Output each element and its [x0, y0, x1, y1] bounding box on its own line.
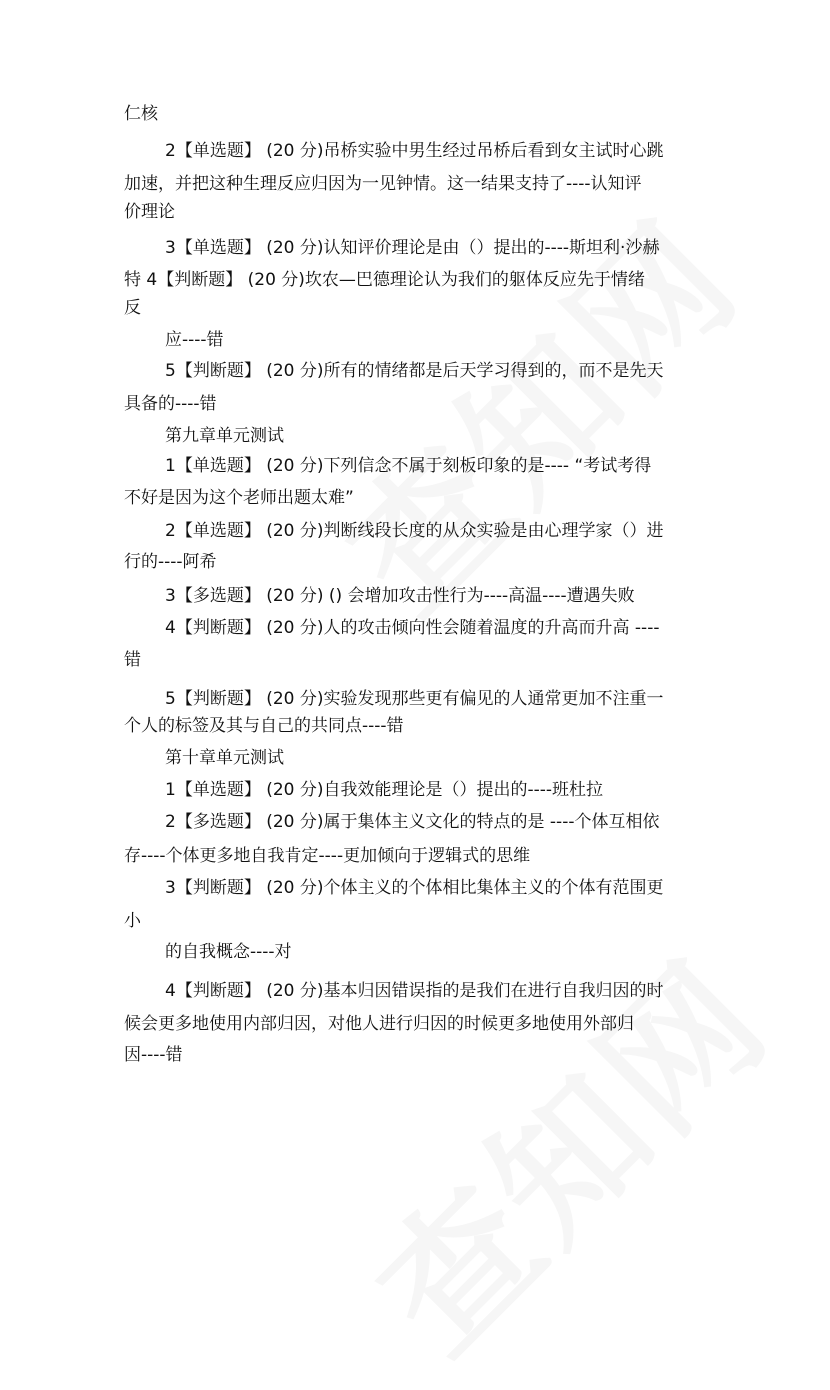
- chapter-heading: 第十章单元测试: [165, 748, 284, 768]
- question-line: 5【判断题】 (20 分)实验发现那些更有偏见的人通常更加不注重一: [165, 689, 664, 709]
- text-line: 仁核: [124, 104, 158, 124]
- text-line: 候会更多地使用内部归因，对他人进行归因的时候更多地使用外部归: [124, 1014, 634, 1034]
- question-line: 1【单选题】 (20 分)下列信念不属于刻板印象的是---- “考试考得: [165, 456, 652, 476]
- text-line: 因----错: [124, 1045, 183, 1065]
- text-line: 的自我概念----对: [165, 942, 292, 962]
- question-line: 2【单选题】 (20 分)吊桥实验中男生经过吊桥后看到女主试时心跳: [165, 141, 664, 161]
- question-line: 3【多选题】 (20 分) () 会增加攻击性行为----高温----遭遇失败: [165, 586, 635, 606]
- question-line: 2【多选题】 (20 分)属于集体主义文化的特点的是 ----个体互相依: [165, 812, 660, 832]
- text-line: 存----个体更多地自我肯定----更加倾向于逻辑式的思维: [124, 846, 531, 866]
- text-line: 价理论: [124, 202, 175, 222]
- text-line: 特 4【判断题】 (20 分)坎农—巴德理论认为我们的躯体反应先于情绪: [124, 270, 645, 290]
- text-line: 行的----阿希: [124, 552, 217, 572]
- question-line: 4【判断题】 (20 分)基本归因错误指的是我们在进行自我归因的时: [165, 981, 664, 1001]
- text-line: 小: [124, 911, 141, 931]
- text-line: 错: [124, 650, 141, 670]
- text-line: 加速，并把这种生理反应归因为一见钟情。这一结果支持了----认知评: [124, 174, 642, 194]
- question-line: 3【单选题】 (20 分)认知评价理论是由（）提出的----斯坦利·沙赫: [165, 238, 660, 258]
- text-line: 具备的----错: [124, 394, 217, 414]
- question-line: 2【单选题】 (20 分)判断线段长度的从众实验是由心理学家（）进: [165, 521, 664, 541]
- text-line: 反: [124, 298, 141, 318]
- text-line: 应----错: [165, 330, 224, 350]
- chapter-heading: 第九章单元测试: [165, 426, 284, 446]
- text-line: 个人的标签及其与自己的共同点----错: [124, 716, 404, 736]
- question-line: 3【判断题】 (20 分)个体主义的个体相比集体主义的个体有范围更: [165, 878, 664, 898]
- question-line: 4【判断题】 (20 分)人的攻击倾向性会随着温度的升高而升高 ----: [165, 618, 660, 638]
- question-line: 5【判断题】 (20 分)所有的情绪都是后天学习得到的，而不是先天: [165, 361, 664, 381]
- question-line: 1【单选题】 (20 分)自我效能理论是（）提出的----班杜拉: [165, 780, 604, 800]
- text-line: 不好是因为这个老师出题太难”: [124, 488, 354, 508]
